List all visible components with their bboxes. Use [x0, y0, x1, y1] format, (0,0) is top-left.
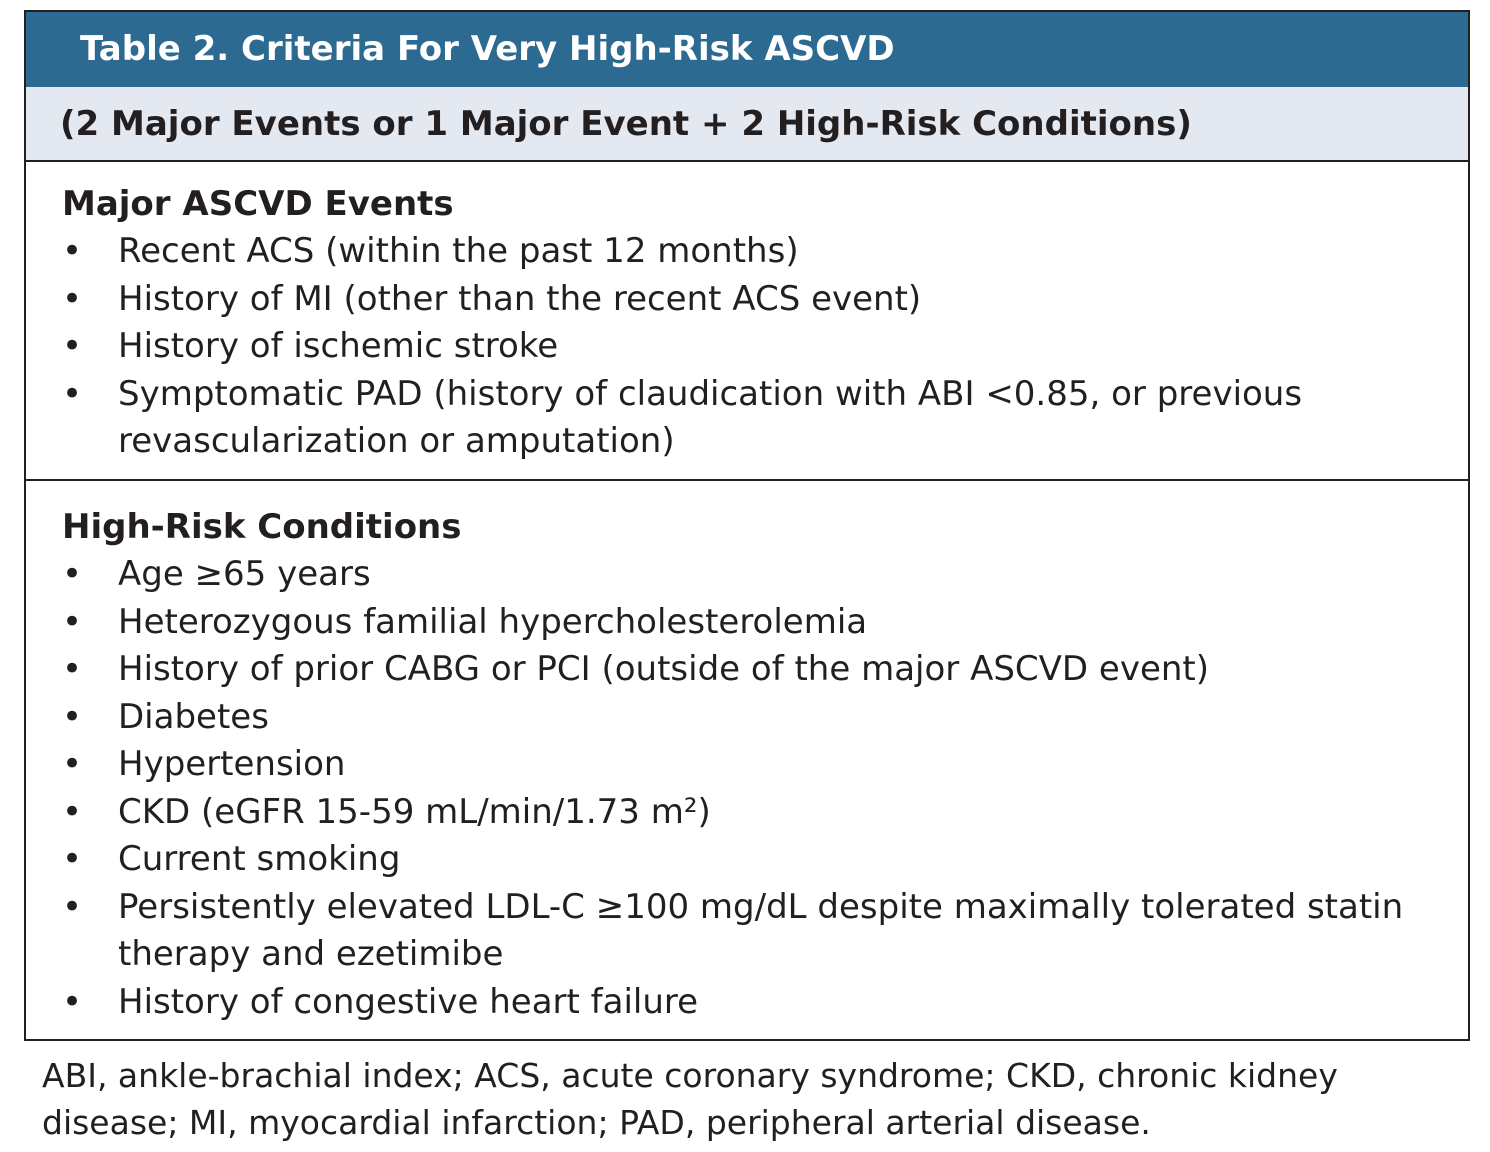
list-item-text: History of congestive heart failure [118, 981, 699, 1022]
bullet-icon: • [62, 791, 83, 832]
list-item-text: Heterozygous familial hypercholesterolemia [118, 601, 868, 642]
high-risk-conditions-heading: High-Risk Conditions [62, 507, 462, 547]
list-item-text: Diabetes [118, 696, 269, 737]
list-item [62, 599, 1458, 647]
table-title: Table 2. Criteria For Very High-Risk ASCVD [26, 12, 1468, 87]
list-item-text: History of MI (other than the recent ACS event) [118, 278, 922, 319]
list-item [62, 371, 1458, 466]
list-item [62, 694, 1458, 742]
list-item-text: Current smoking [118, 839, 401, 879]
list-item [62, 741, 1458, 789]
list-item-text: CKD (eGFR 15-59 mL/min/1.73 m²) [118, 791, 711, 832]
bullet-icon: • [62, 696, 83, 737]
list-item [62, 884, 1458, 979]
major-events-list [62, 228, 1458, 466]
list-item [62, 276, 1458, 324]
high-risk-conditions-section [26, 481, 1468, 1041]
major-events-heading: Major ASCVD Events [62, 184, 454, 224]
list-item-text: Age ≥65 years [118, 554, 371, 594]
bullet-icon: • [62, 278, 83, 319]
bullet-icon: • [62, 744, 83, 784]
list-item [62, 323, 1458, 371]
bullet-icon: • [62, 554, 83, 594]
list-item [62, 979, 1458, 1027]
bullet-icon: • [62, 649, 83, 689]
list-item-text: History of ischemic stroke [118, 326, 559, 366]
list-item-text: Recent ACS (within the past 12 months) [118, 231, 799, 271]
list-item-text: History of prior CABG or PCI (outside of the major ASCVD event) [118, 649, 1210, 689]
bullet-icon: • [62, 886, 83, 927]
list-item [62, 551, 1458, 599]
bullet-icon: • [62, 231, 83, 271]
list-item [62, 836, 1458, 884]
list-item [62, 789, 1458, 837]
major-events-section [26, 162, 1468, 481]
list-item [62, 228, 1458, 276]
list-item-text: Persistently elevated LDL-C ≥100 mg/dL despite maximally tolerated statin therapy and ezetimibe [118, 886, 1404, 974]
bullet-icon: • [62, 981, 83, 1022]
list-item-text: Symptomatic PAD (history of claudication with ABI <0.85, or previous revascularization or amputation) [118, 373, 1303, 461]
criteria-table [24, 10, 1470, 1041]
bullet-icon: • [62, 326, 83, 366]
table-subtitle: (2 Major Events or 1 Major Event + 2 High-Risk Conditions) [26, 87, 1468, 162]
list-item [62, 646, 1458, 694]
bullet-icon: • [62, 373, 83, 414]
bullet-icon: • [62, 839, 83, 879]
high-risk-conditions-list [62, 551, 1458, 1026]
list-item-text: Hypertension [118, 744, 346, 784]
bullet-icon: • [62, 601, 83, 642]
table-footnote: ABI, ankle-brachial index; ACS, acute coronary syndrome; CKD, chronic kidney disease; MI, myocardial infarction; PAD, peripheral arterial disease. [42, 1056, 1338, 1142]
